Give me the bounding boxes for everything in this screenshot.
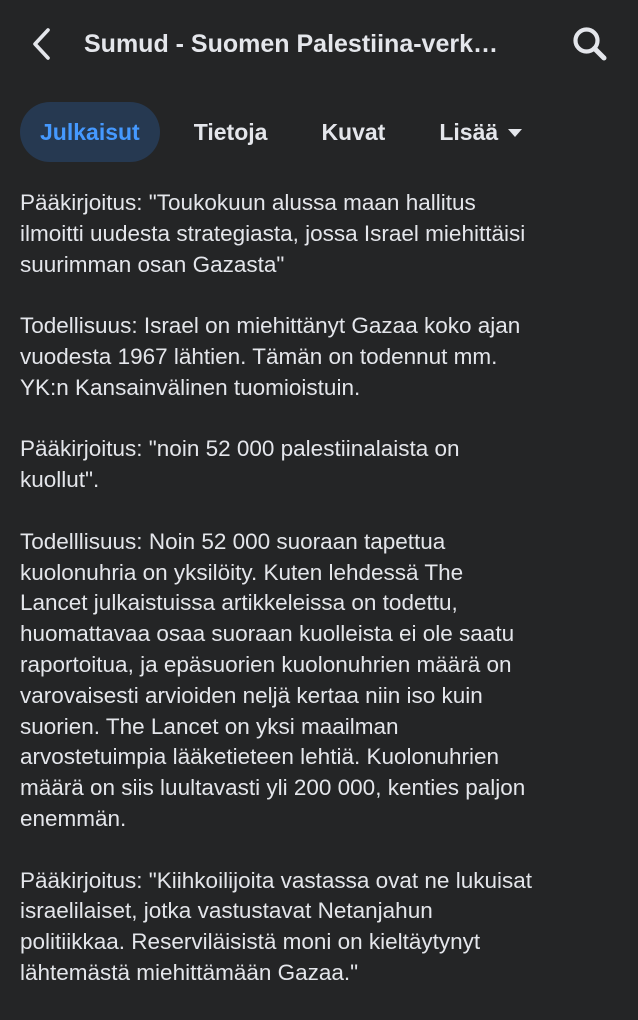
tab-more-label: Lisää xyxy=(439,118,499,145)
post-paragraph: Pääkirjoitus: "Kiihkoilijoita vastassa ovat ne lukuisat israelilaiset, jotka vastustavat Netanjahun politiikkaa. Reserviläisistä moni on kieltäytynyt lähtemästä miehittämään Gazaa." xyxy=(20,867,532,985)
tab-about[interactable] xyxy=(174,102,288,162)
post-text xyxy=(20,188,624,1020)
tab-posts[interactable] xyxy=(20,102,160,162)
search-icon xyxy=(571,25,609,63)
search-button[interactable] xyxy=(566,20,614,68)
tab-about-label: Tietoja xyxy=(193,118,268,145)
top-bar xyxy=(0,0,638,88)
post-paragraph: Todellisuus: Israel on miehittänyt Gazaa koko ajan vuodesta 1967 lähtien. Tämän on todennut mm. YK:n Kansainvälinen tuomioistuin. xyxy=(20,313,521,400)
tab-more[interactable] xyxy=(419,102,542,162)
caret-down-icon xyxy=(508,129,522,137)
chevron-left-icon xyxy=(31,27,53,61)
post-paragraph: Pääkirjoitus: "noin 52 000 palestiinalaista on kuollut". xyxy=(20,436,460,493)
tab-photos-label: Kuvat xyxy=(321,118,386,145)
post-paragraph: Pääkirjoitus: "Toukokuun alussa maan hallitus ilmoitti uudesta strategiasta, jossa Israel miehittäisi suurimman osan Gazasta" xyxy=(20,190,526,277)
tab-photos[interactable] xyxy=(301,102,405,162)
back-button[interactable] xyxy=(22,22,62,66)
tab-posts-label: Julkaisut xyxy=(40,118,140,145)
tab-bar xyxy=(20,101,542,163)
page-title: Sumud - Suomen Palestiina-verk… xyxy=(84,30,498,58)
post-paragraph: Todelllisuus: Noin 52 000 suoraan tapettua kuolonuhria on yksilöity. Kuten lehdessä The Lancet julkaistuissa artikkeleissa on todettu, huomattavaa osaa suoraan kuolleista ei ole saatu raportoitua, ja epäsuorien kuolonuhrien määrä on varovaisesti arvioiden neljä kertaa niin iso kuin suorien. The Lancet on yksi maailman arvostetuimpia lääketieteen lehtiä. Kuolonuhrien määrä on siis luultavasti yli 200 000, kenties paljon enemmän. xyxy=(20,528,526,831)
